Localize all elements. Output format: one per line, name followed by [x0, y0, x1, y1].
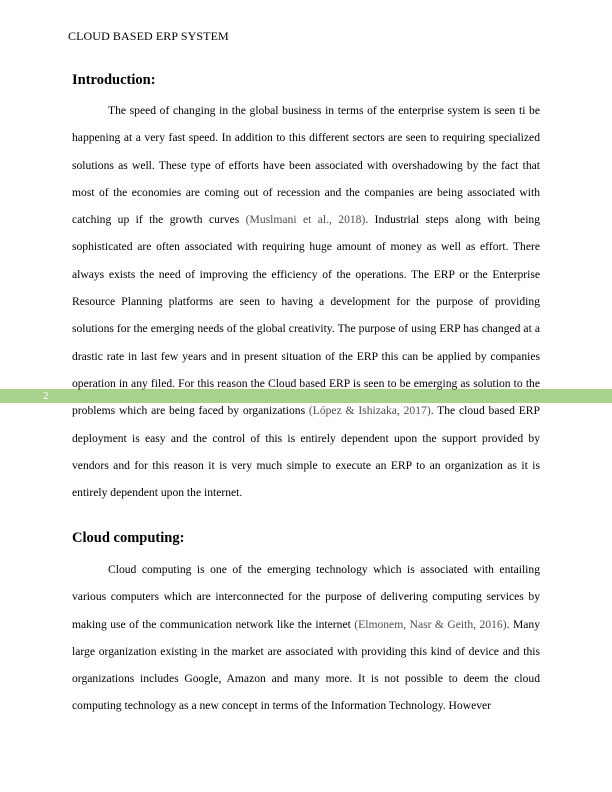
paragraph-text: . Many large organization existing in the market are associated with providing this kind of device and this organizations includes Google, Amazon and many more. It is not possible to deem the cloud computing technology as a new concept in terms of the Information Technology. However — [72, 617, 540, 713]
citation: (López & Ishizaka, 2017) — [308, 404, 431, 418]
paragraph-text: . Industrial steps along with being sophisticated are often associated with requiring huge amount of money as well as effort. There always exists the need of improving the efficiency of the operations. The ERP or the Enterprise Resource Planning platforms are seen to having a development for the purpose of providing solutions for the emerging needs of the global creativity. The purpose of using ERP has changed at a drastic rate in last few years and in present situation of the ERP this can be applied by companies operation in any filed. For this reason the Cloud based ERP is seen to be emerging as solution to the problems which are being faced by organizations — [72, 213, 541, 418]
cloud-computing-paragraph — [72, 556, 540, 720]
paragraph-text: Cloud computing is one of the emerging technology which is associated with entailing various computers which are interconnected for the purpose of delivering computing services by making use of the communication network like the internet — [72, 563, 540, 631]
section-heading-cloud-computing: Cloud computing: — [72, 530, 185, 546]
paragraph-text: The speed of changing in the global business in terms of the enterprise system is seen ti be happening at a very fast speed. In addition to this different sectors are seen to requiring specialized solutions as well. These type of efforts have been associated with overshadowing by the fact that most of the economies are coming out of recession and the companies are being associated with catching up if the growth curves — [72, 104, 540, 227]
citation: (Muslmani et al., 2018) — [245, 213, 366, 227]
paragraph-text: . The cloud based ERP deployment is easy and the control of this is entirely dependent upon the support provided by vendors and for this reason it is very much simple to execute an ERP to an organization as it is entirely dependent upon the internet. — [72, 404, 540, 500]
running-header: CLOUD BASED ERP SYSTEM — [68, 29, 229, 43]
page-number: 2 — [43, 390, 49, 402]
citation: (Elmonem, Nasr & Geith, 2016) — [354, 617, 507, 631]
section-heading-introduction: Introduction: — [72, 72, 156, 88]
introduction-paragraph — [72, 97, 540, 506]
